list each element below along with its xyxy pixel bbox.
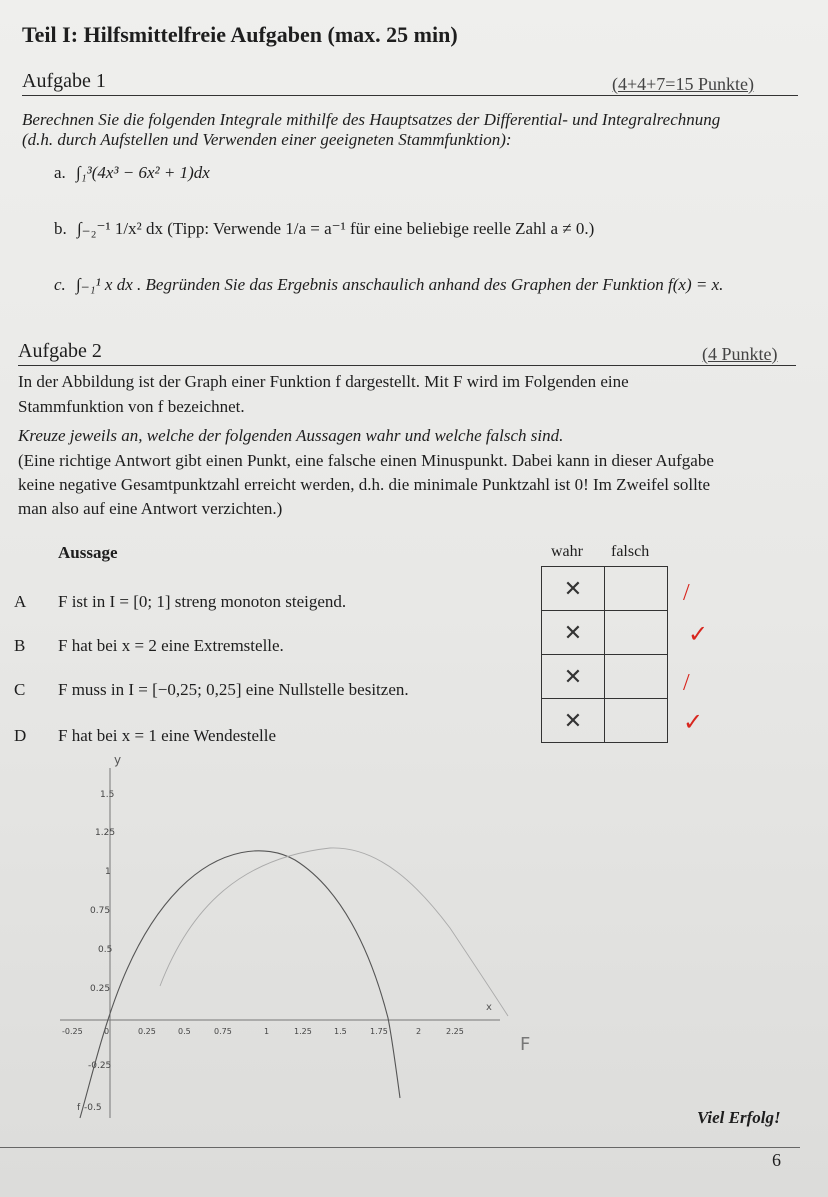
cell-true-d[interactable] xyxy=(542,699,605,743)
cell-false-a[interactable] xyxy=(605,567,668,611)
page-title: Teil I: Hilfsmittelfreie Aufgaben (max. 25 min) xyxy=(22,22,458,47)
item-text: ∫₋₁¹ x dx . Begründen Sie das Ergebnis anschaulich anhand des Graphen der Funktion f(x) = x. xyxy=(76,275,724,294)
item-text: ∫₁³(4x³ − 6x² + 1)dx xyxy=(76,163,210,182)
answer-grid xyxy=(541,566,668,743)
col-statement-header: Aussage xyxy=(58,543,118,562)
y-tick: 1.25 xyxy=(95,828,116,838)
page-number: 6 xyxy=(772,1150,781,1170)
task2-line4: (Eine richtige Antwort gibt einen Punkt, eine falsche einen Minuspunkt. Dabei kann in dieser Aufgabe xyxy=(18,451,714,470)
x-tick: 2 xyxy=(416,1027,422,1036)
x-tick: 1.25 xyxy=(294,1027,312,1036)
task1-item-c xyxy=(54,275,723,295)
statement-b: F hat bei x = 2 eine Extremstelle. xyxy=(58,636,284,655)
x-tick: 0 xyxy=(104,1027,110,1036)
task1-item-b xyxy=(54,219,594,239)
col-true-header: wahr xyxy=(551,543,583,560)
cell-true-c[interactable] xyxy=(542,655,605,699)
cell-false-d[interactable] xyxy=(605,699,668,743)
cell-true-b[interactable] xyxy=(542,611,605,655)
row-letter-a: A xyxy=(14,592,27,611)
item-letter: c. xyxy=(54,275,66,294)
answer-row-b xyxy=(542,611,668,655)
answer-row-d xyxy=(542,699,668,743)
cross-mark-b: ✕ xyxy=(563,619,583,645)
x-tick: 1 xyxy=(264,1027,270,1036)
item-letter: a. xyxy=(54,163,66,182)
grade-mark-b: ✓ xyxy=(688,622,709,648)
item-text: ∫₋₂⁻¹ 1/x² dx (Tipp: Verwende 1/a = a⁻¹ für eine beliebige reelle Zahl a ≠ 0.) xyxy=(77,219,595,238)
sketched-F-curve xyxy=(160,848,508,1016)
closing-text: Viel Erfolg! xyxy=(697,1108,781,1127)
y-axis-label: y xyxy=(114,753,122,767)
cross-mark-a: ✕ xyxy=(563,575,583,601)
y-tick: -0.5 xyxy=(84,1103,102,1113)
y-tick: 0.25 xyxy=(90,984,111,994)
task2-line1: In der Abbildung ist der Graph einer Funktion f dargestellt. Mit F wird im Folgenden eine xyxy=(18,372,629,391)
x-tick: 1.5 xyxy=(334,1027,347,1036)
row-letter-d: D xyxy=(14,726,27,745)
x-tick: 2.25 xyxy=(446,1027,464,1036)
x-axis-label: x xyxy=(486,1002,492,1013)
task1-rule xyxy=(22,95,798,96)
x-tick-labels xyxy=(62,1027,464,1036)
row-letter-b: B xyxy=(14,636,26,655)
grade-mark-c: / xyxy=(683,670,690,696)
y-tick: 1.5 xyxy=(100,790,115,800)
answer-row-c xyxy=(542,655,668,699)
x-tick: 0.5 xyxy=(178,1027,191,1036)
task2-instruction: Kreuze jeweils an, welche der folgenden Aussagen wahr und welche falsch sind. xyxy=(18,426,564,445)
function-f-curve xyxy=(80,851,400,1118)
item-letter: b. xyxy=(54,219,67,238)
y-tick: 1 xyxy=(105,867,111,877)
y-tick: 0.75 xyxy=(90,906,111,916)
statement-d: F hat bei x = 1 eine Wendestelle xyxy=(58,726,276,745)
statement-c: F muss in I = [−0,25; 0,25] eine Nullstelle besitzen. xyxy=(58,680,409,699)
grade-mark-d: ✓ xyxy=(683,710,704,736)
task2-label: Aufgabe 2 xyxy=(18,340,102,362)
curve-f-label: f xyxy=(77,1103,81,1113)
grade-mark-a: / xyxy=(683,580,690,606)
handwritten-f-label: F xyxy=(520,1034,531,1055)
cell-false-b[interactable] xyxy=(605,611,668,655)
cell-true-a[interactable] xyxy=(542,567,605,611)
answer-row-a xyxy=(542,567,668,611)
footer-rule xyxy=(0,1147,800,1148)
task2-line5: keine negative Gesamtpunktzahl erreicht werden, d.h. die minimale Punktzahl ist 0! Im Zweifel sollte xyxy=(18,475,711,494)
row-letter-c: C xyxy=(14,680,26,699)
y-tick: -0.25 xyxy=(88,1061,112,1071)
task2-line6: man also auf eine Antwort verzichten.) xyxy=(18,499,283,518)
y-tick: 0.5 xyxy=(98,945,113,955)
task2-line2: Stammfunktion von f bezeichnet. xyxy=(18,397,245,416)
task1-intro-line1: Berechnen Sie die folgenden Integrale mithilfe des Hauptsatzes der Differential- und Integralrechnung xyxy=(22,110,721,129)
task2-rule xyxy=(18,365,796,366)
function-graph xyxy=(40,748,560,1128)
cross-mark-d: ✕ xyxy=(563,707,583,733)
task1-points: (4+4+7=15 Punkte) xyxy=(612,74,754,94)
x-tick: -0.25 xyxy=(62,1027,83,1036)
cell-false-c[interactable] xyxy=(605,655,668,699)
statement-a: F ist in I = [0; 1] streng monoton steigend. xyxy=(58,592,347,611)
task2-points: (4 Punkte) xyxy=(702,344,778,364)
col-false-header: falsch xyxy=(611,543,650,560)
task1-item-a xyxy=(54,163,210,183)
x-tick: 1.75 xyxy=(370,1027,388,1036)
task1-label: Aufgabe 1 xyxy=(22,70,106,92)
x-tick: 0.75 xyxy=(214,1027,232,1036)
x-tick: 0.25 xyxy=(138,1027,156,1036)
cross-mark-c: ✕ xyxy=(563,663,583,689)
task1-intro-line2: (d.h. durch Aufstellen und Verwenden einer geeigneten Stammfunktion): xyxy=(22,130,512,149)
